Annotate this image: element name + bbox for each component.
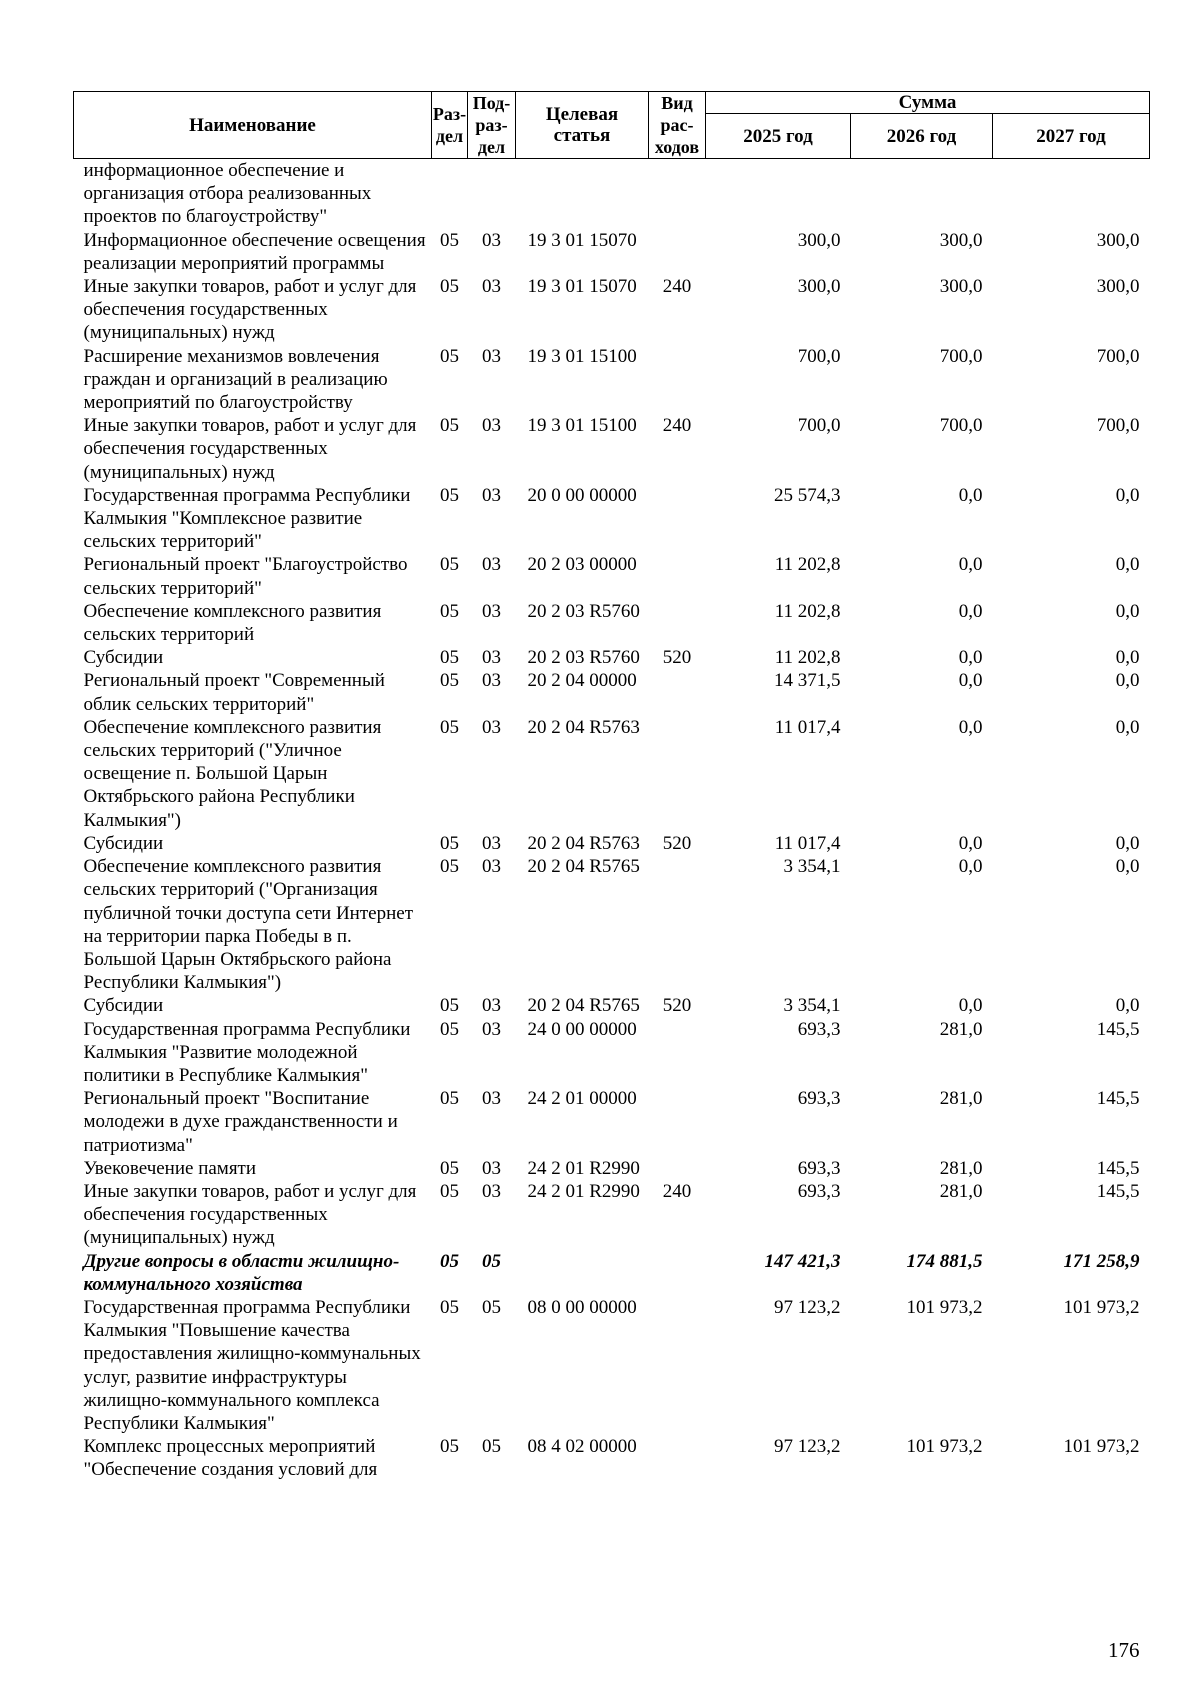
row-razdel: 05: [440, 345, 459, 367]
row-sum-2027: 145,5: [1096, 1088, 1140, 1110]
table-row: [74, 414, 1150, 484]
row-vid-rashodov: [649, 1157, 706, 1180]
header-vid-rashodov: Вид рас- ходов: [649, 92, 706, 159]
row-sum-2025: 11 202,8: [774, 600, 841, 622]
row-sum-2026: 0,0: [958, 554, 983, 576]
row-sum-2026: 300,0: [939, 276, 983, 298]
row-podrazdel: 03: [482, 415, 501, 437]
row-sum-2027: 0,0: [1115, 484, 1140, 506]
row-razdel: [432, 159, 468, 229]
row-celevaya-statya: 20 2 04 R5765: [527, 856, 640, 878]
row-sum-2025: 11 202,8: [774, 554, 841, 576]
row-sum-2027: 101 973,2: [1063, 1436, 1140, 1458]
row-sum-2025: 700,0: [797, 415, 841, 437]
row-sum-2026: 0,0: [958, 856, 983, 878]
row-vid-rashodov: [649, 716, 706, 832]
row-sum-2025: [706, 159, 851, 229]
row-vid-rashodov: [649, 855, 706, 994]
row-celevaya-statya: 20 2 04 R5765: [527, 995, 640, 1017]
row-podrazdel: 03: [482, 276, 501, 298]
header-year-2025: 2025 год: [706, 114, 851, 159]
row-vid-rashodov: [649, 1087, 706, 1157]
table-row: [74, 275, 1150, 345]
row-sum-2025: 693,3: [797, 1180, 841, 1202]
row-sum-2027: [993, 159, 1150, 229]
table-row: [74, 994, 1150, 1017]
row-sum-2026: 0,0: [958, 484, 983, 506]
row-name: Иные закупки товаров, работ и услуг для обеспечения государственных (муниципальных) нужд: [83, 1180, 417, 1249]
table-row: [74, 1087, 1150, 1157]
row-sum-2025: 25 574,3: [774, 484, 841, 506]
budget-table: [73, 91, 1150, 1482]
row-celevaya-statya: 19 3 01 15100: [527, 345, 637, 367]
row-podrazdel: 03: [482, 1018, 501, 1040]
row-vid-rashodov: [649, 600, 706, 646]
row-sum-2026: 101 973,2: [906, 1436, 983, 1458]
table-row: [74, 1157, 1150, 1180]
header-razdel: Раз- дел: [432, 92, 468, 159]
row-celevaya-statya: 19 3 01 15070: [527, 276, 637, 298]
row-sum-2027: 0,0: [1115, 647, 1140, 669]
row-sum-2025: 300,0: [797, 229, 841, 251]
row-vid-rashodov: [649, 1250, 706, 1296]
table-row: [74, 716, 1150, 832]
row-sum-2027: 0,0: [1115, 670, 1140, 692]
row-celevaya-statya: 24 0 00 00000: [527, 1018, 637, 1040]
row-sum-2026: 0,0: [958, 600, 983, 622]
row-name: Субсидии: [83, 647, 164, 669]
row-vid-rashodov: 240: [662, 415, 692, 437]
row-name: Обеспечение комплексного развития сельских территорий ("Уличное освещение п. Большой Царын Октябрьского района Республики Калмыкия"): [83, 716, 382, 831]
row-sum-2027: 700,0: [1096, 415, 1140, 437]
row-sum-2026: 700,0: [939, 415, 983, 437]
header-celevaya-statya: Целевая статья: [516, 92, 649, 159]
row-podrazdel: 05: [482, 1250, 501, 1272]
row-razdel: 05: [440, 276, 459, 298]
row-sum-2027: 145,5: [1096, 1157, 1140, 1179]
row-razdel: 05: [440, 1018, 459, 1040]
table-row: [74, 669, 1150, 715]
row-sum-2025: 3 354,1: [783, 856, 841, 878]
row-vid-rashodov: [649, 229, 706, 275]
row-name: Государственная программа Республики Калмыкия "Развитие молодежной политики в Республике Калмыкия": [83, 1018, 411, 1086]
row-sum-2026: 281,0: [939, 1088, 983, 1110]
row-sum-2026: 0,0: [958, 670, 983, 692]
row-celevaya-statya: 20 2 04 00000: [527, 670, 637, 692]
row-celevaya-statya: 08 0 00 00000: [527, 1296, 637, 1318]
row-vid-rashodov: 240: [662, 276, 692, 298]
row-celevaya-statya: 24 2 01 R2990: [527, 1180, 640, 1202]
row-razdel: 05: [440, 856, 459, 878]
row-podrazdel: 03: [482, 554, 501, 576]
row-sum-2025: 14 371,5: [774, 670, 841, 692]
row-name: Субсидии: [83, 832, 164, 854]
page-number: 176: [1108, 1638, 1140, 1662]
row-name: Региональный проект "Современный облик сельских территорий": [83, 670, 385, 715]
table-row: [74, 553, 1150, 599]
row-sum-2025: 700,0: [797, 345, 841, 367]
row-name: Комплекс процессных мероприятий "Обеспечение создания условий для: [83, 1436, 378, 1481]
row-sum-2026: 0,0: [958, 995, 983, 1017]
row-sum-2026: 281,0: [939, 1018, 983, 1040]
row-vid-rashodov: [649, 669, 706, 715]
row-sum-2027: 101 973,2: [1063, 1296, 1140, 1318]
row-celevaya-statya: 20 2 04 R5763: [527, 716, 640, 738]
row-vid-rashodov: [649, 1018, 706, 1088]
row-celevaya-statya: 20 2 03 R5760: [527, 600, 640, 622]
table-row: [74, 1435, 1150, 1481]
row-razdel: 05: [440, 484, 459, 506]
row-razdel: 05: [440, 600, 459, 622]
row-vid-rashodov: 520: [662, 832, 692, 854]
row-razdel: 05: [440, 647, 459, 669]
row-podrazdel: 03: [482, 856, 501, 878]
row-sum-2025: 693,3: [797, 1088, 841, 1110]
row-sum-2025: 693,3: [797, 1157, 841, 1179]
row-vid-rashodov: [649, 484, 706, 554]
row-sum-2026: 0,0: [958, 716, 983, 738]
row-name: Информационное обеспечение освещения реализации мероприятий программы: [83, 229, 426, 274]
table-row: [74, 229, 1150, 275]
row-celevaya-statya: [516, 159, 649, 229]
table-row: [74, 1296, 1150, 1435]
table-row: [74, 855, 1150, 994]
row-podrazdel: 03: [482, 716, 501, 738]
row-podrazdel: 03: [482, 647, 501, 669]
row-name: Региональный проект "Благоустройство сельских территорий": [83, 554, 408, 599]
row-razdel: 05: [440, 1157, 459, 1179]
row-razdel: 05: [440, 229, 459, 251]
row-sum-2026: 0,0: [958, 832, 983, 854]
row-name: Другие вопросы в области жилищно-коммунального хозяйства: [83, 1250, 400, 1295]
row-name: Иные закупки товаров, работ и услуг для обеспечения государственных (муниципальных) нужд: [83, 276, 417, 344]
row-podrazdel: 03: [482, 1180, 501, 1202]
row-vid-rashodov: [649, 345, 706, 415]
row-podrazdel: 03: [482, 600, 501, 622]
row-sum-2027: 0,0: [1115, 995, 1140, 1017]
header-year-2026: 2026 год: [851, 114, 993, 159]
table-row: [74, 832, 1150, 855]
row-name: Государственная программа Республики Калмыкия "Комплексное развитие сельских территорий": [83, 484, 411, 553]
row-vid-rashodov: [649, 1296, 706, 1435]
table-row: [74, 159, 1150, 229]
row-name: Иные закупки товаров, работ и услуг для обеспечения государственных (муниципальных) нужд: [83, 415, 417, 483]
header-year-2027: 2027 год: [993, 114, 1150, 159]
row-name: информационное обеспечение и организация отбора реализованных проектов по благоустройству": [83, 160, 372, 228]
row-podrazdel: 03: [482, 670, 501, 692]
row-celevaya-statya: [516, 1250, 649, 1296]
table-row: [74, 646, 1150, 669]
header-summa: Сумма: [706, 92, 1150, 114]
row-vid-rashodov: [649, 1435, 706, 1481]
row-name: Государственная программа Республики Калмыкия "Повышение качества предоставления жилищно-коммунальных услуг, развитие инфраструктуры жилищно-коммунального комплекса Республики Калмыкия": [83, 1296, 421, 1434]
row-celevaya-statya: 20 2 03 00000: [527, 554, 637, 576]
table-row: [74, 484, 1150, 554]
row-sum-2027: 300,0: [1096, 229, 1140, 251]
row-celevaya-statya: 20 2 04 R5763: [527, 832, 640, 854]
row-razdel: 05: [440, 415, 459, 437]
row-celevaya-statya: 08 4 02 00000: [527, 1436, 637, 1458]
header-podrazdel: Под- раз- дел: [468, 92, 516, 159]
row-celevaya-statya: 24 2 01 00000: [527, 1088, 637, 1110]
row-razdel: 05: [440, 1250, 459, 1272]
row-sum-2026: 300,0: [939, 229, 983, 251]
row-vid-rashodov: 520: [662, 995, 692, 1017]
row-podrazdel: 03: [482, 995, 501, 1017]
row-razdel: 05: [440, 1180, 459, 1202]
row-razdel: 05: [440, 554, 459, 576]
row-razdel: 05: [440, 995, 459, 1017]
row-sum-2025: 147 421,3: [764, 1250, 841, 1272]
row-sum-2027: 145,5: [1096, 1018, 1140, 1040]
table-body: [74, 159, 1150, 1482]
header-name: Наименование: [74, 92, 432, 159]
row-podrazdel: 03: [482, 345, 501, 367]
table-row: [74, 600, 1150, 646]
row-sum-2027: 0,0: [1115, 600, 1140, 622]
row-sum-2027: 0,0: [1115, 856, 1140, 878]
row-name: Региональный проект "Воспитание молодежи в духе гражданственности и патриотизма": [83, 1088, 398, 1156]
row-podrazdel: 03: [482, 229, 501, 251]
row-razdel: 05: [440, 1436, 459, 1458]
row-podrazdel: [468, 159, 516, 229]
row-podrazdel: 05: [482, 1296, 501, 1318]
row-name: Субсидии: [83, 995, 164, 1017]
row-vid-rashodov: [649, 553, 706, 599]
row-razdel: 05: [440, 716, 459, 738]
row-podrazdel: 05: [482, 1436, 501, 1458]
row-sum-2027: 0,0: [1115, 832, 1140, 854]
row-sum-2027: 171 258,9: [1063, 1250, 1140, 1272]
row-vid-rashodov: 240: [662, 1180, 692, 1202]
table-row: [74, 1180, 1150, 1250]
row-sum-2027: 300,0: [1096, 276, 1140, 298]
table-header: [74, 92, 1150, 159]
row-sum-2026: 700,0: [939, 345, 983, 367]
table-row: [74, 1250, 1150, 1296]
row-podrazdel: 03: [482, 832, 501, 854]
row-celevaya-statya: 24 2 01 R2990: [527, 1157, 640, 1179]
row-celevaya-statya: 19 3 01 15070: [527, 229, 637, 251]
row-sum-2025: 300,0: [797, 276, 841, 298]
row-name: Увековечение памяти: [83, 1157, 257, 1179]
row-name: Обеспечение комплексного развития сельских территорий: [83, 600, 382, 646]
row-podrazdel: 03: [482, 1088, 501, 1110]
table-row: [74, 345, 1150, 415]
row-sum-2026: 281,0: [939, 1180, 983, 1202]
row-sum-2025: 3 354,1: [783, 995, 841, 1017]
row-celevaya-statya: 20 2 03 R5760: [527, 647, 640, 669]
row-razdel: 05: [440, 1088, 459, 1110]
row-sum-2025: 693,3: [797, 1018, 841, 1040]
row-sum-2026: 101 973,2: [906, 1296, 983, 1318]
row-sum-2026: 174 881,5: [906, 1250, 983, 1272]
row-sum-2027: 0,0: [1115, 716, 1140, 738]
row-celevaya-statya: 20 0 00 00000: [527, 484, 637, 506]
row-sum-2026: [851, 159, 993, 229]
row-sum-2026: 281,0: [939, 1157, 983, 1179]
row-name: Обеспечение комплексного развития сельских территорий ("Организация публичной точки доступа сети Интернет на территории парка Победы в п. Большой Царын Октябрьского района Республики Калмыкия"): [83, 856, 413, 994]
row-celevaya-statya: 19 3 01 15100: [527, 415, 637, 437]
row-sum-2025: 11 202,8: [774, 647, 841, 669]
row-sum-2025: 97 123,2: [774, 1296, 841, 1318]
row-razdel: 05: [440, 832, 459, 854]
row-sum-2025: 11 017,4: [774, 832, 841, 854]
row-razdel: 05: [440, 1296, 459, 1318]
row-sum-2027: 700,0: [1096, 345, 1140, 367]
row-name: Расширение механизмов вовлечения граждан и организаций в реализацию мероприятий по благоустройству: [83, 345, 388, 414]
row-vid-rashodov: [649, 159, 706, 229]
row-sum-2027: 0,0: [1115, 554, 1140, 576]
row-sum-2026: 0,0: [958, 647, 983, 669]
row-sum-2027: 145,5: [1096, 1180, 1140, 1202]
table-row: [74, 1018, 1150, 1088]
row-vid-rashodov: 520: [662, 647, 692, 669]
row-podrazdel: 03: [482, 1157, 501, 1179]
row-razdel: 05: [440, 670, 459, 692]
row-podrazdel: 03: [482, 484, 501, 506]
row-sum-2025: 97 123,2: [774, 1436, 841, 1458]
row-sum-2025: 11 017,4: [774, 716, 841, 738]
